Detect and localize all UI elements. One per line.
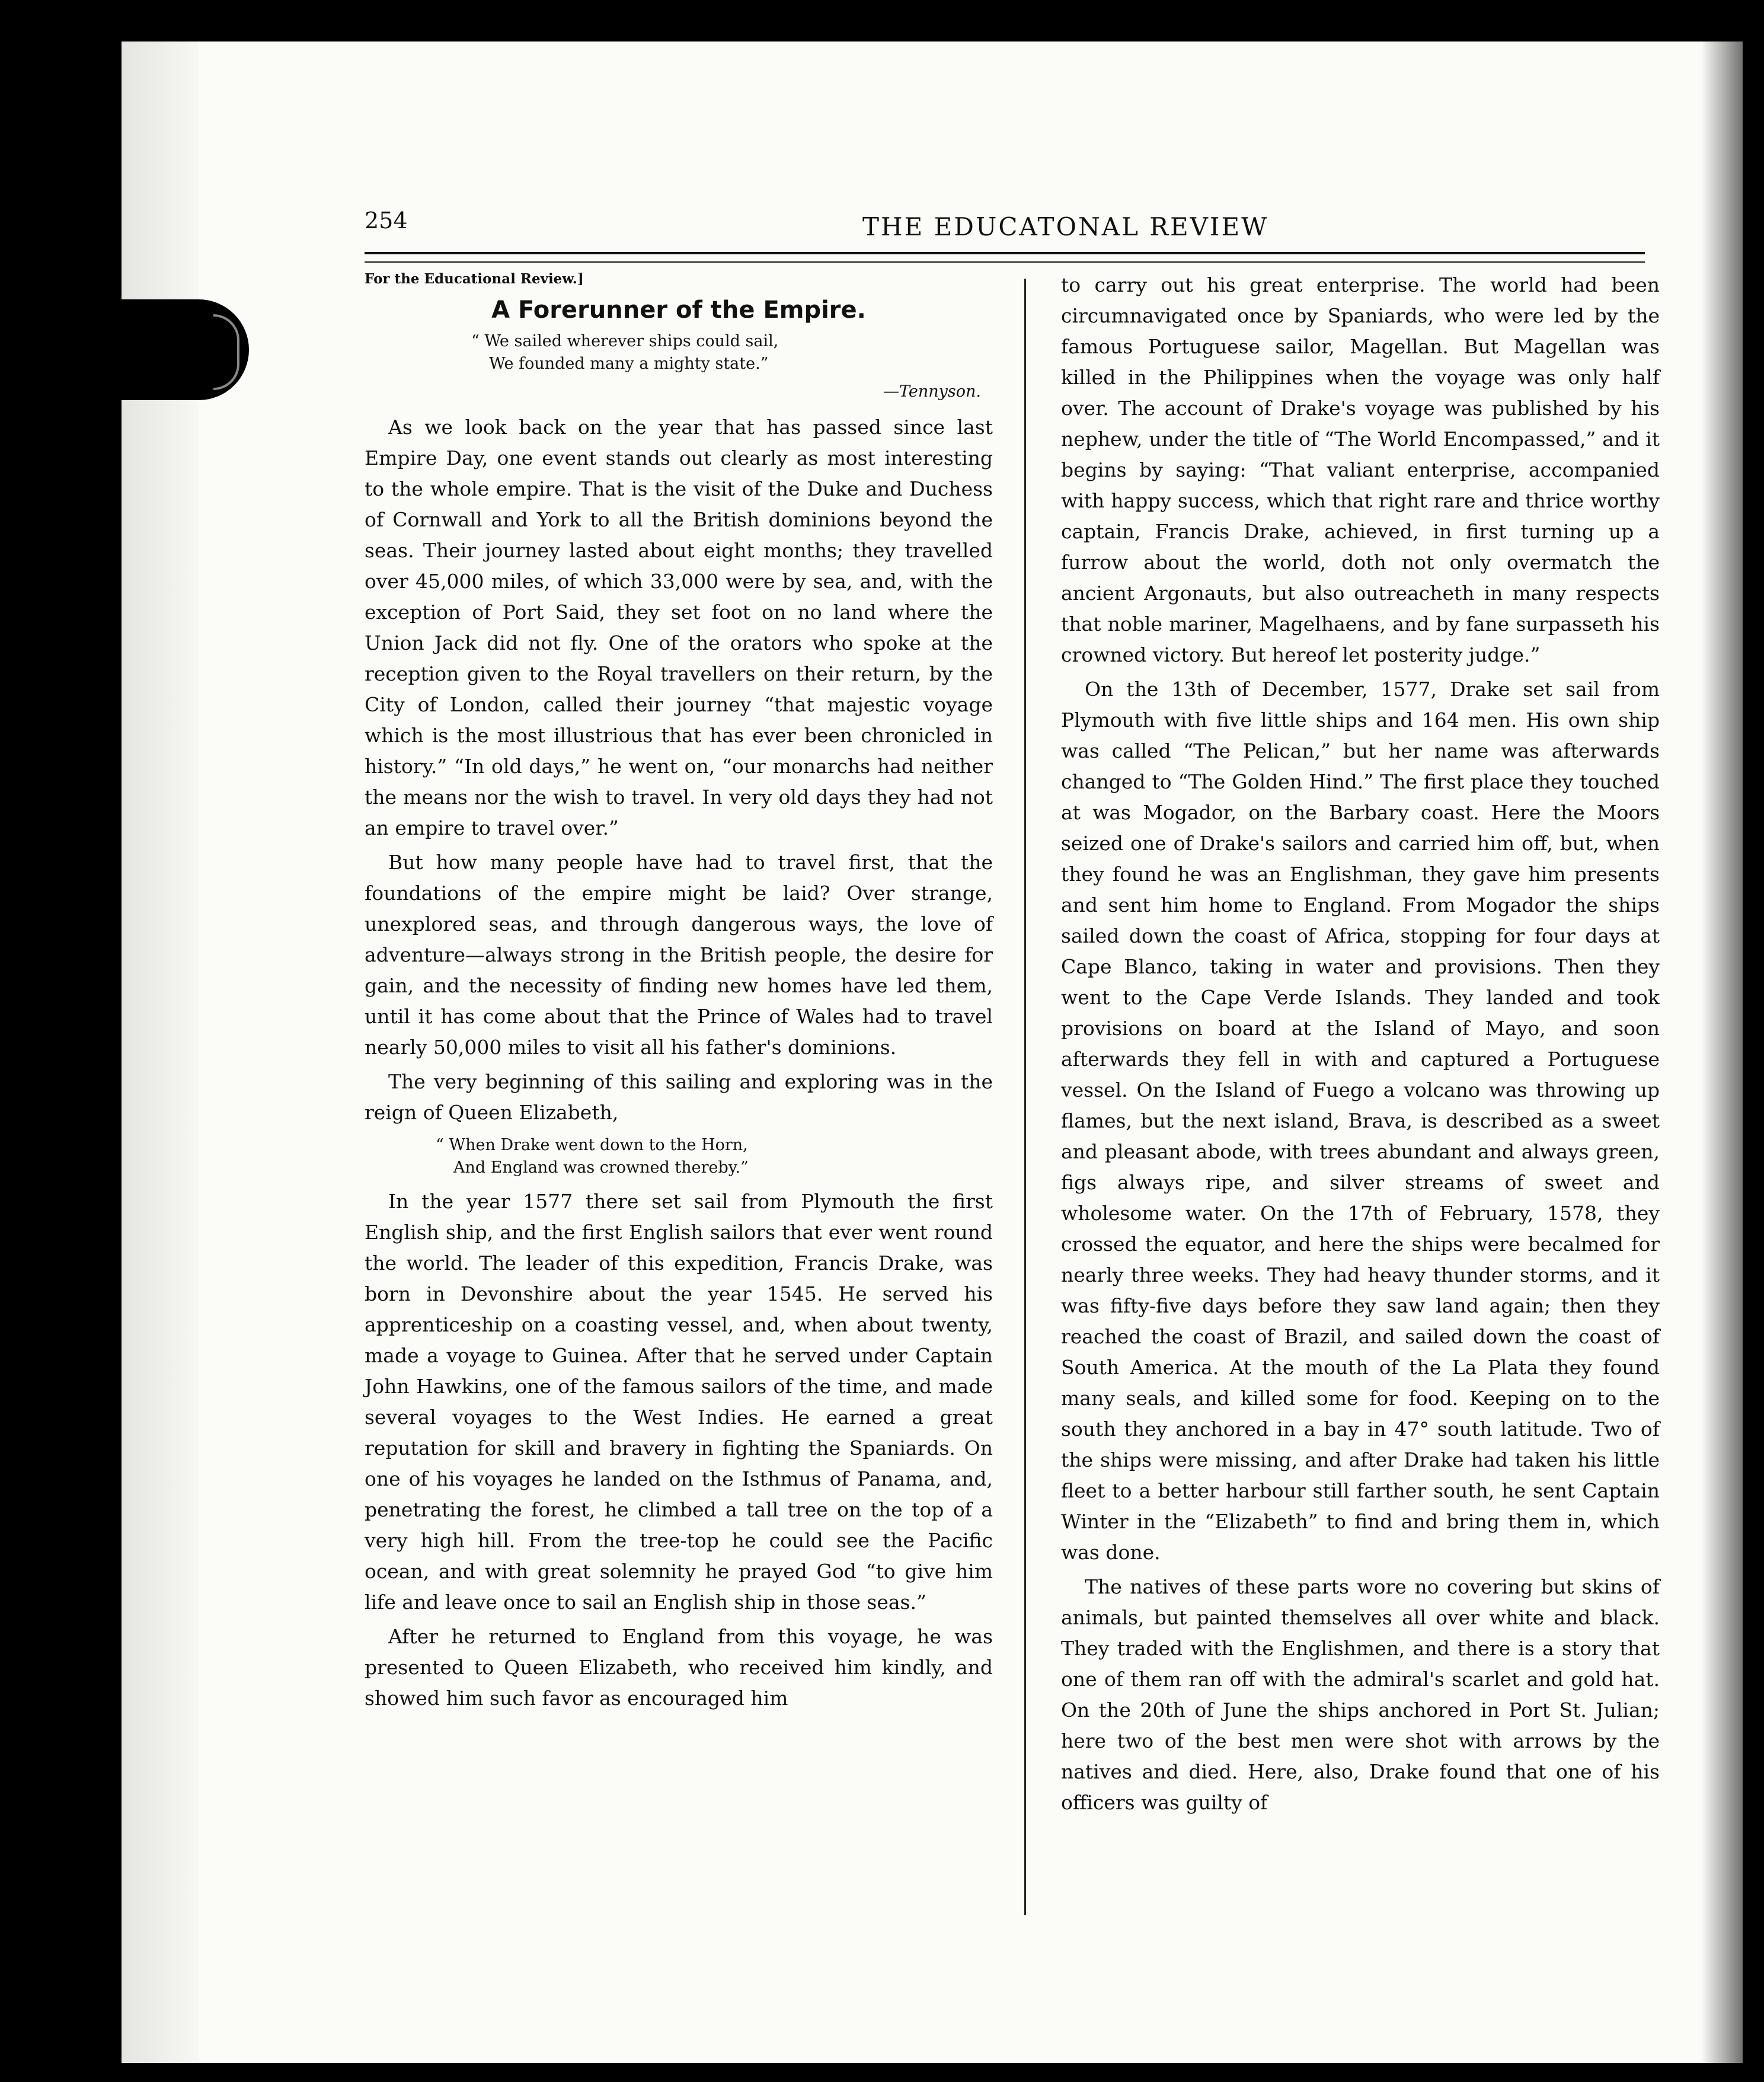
quote-line: “ When Drake went down to the Horn,: [436, 1136, 748, 1154]
article-title: A Forerunner of the Empire.: [491, 296, 866, 324]
page-header: [365, 166, 1645, 241]
left-column: [365, 270, 993, 1717]
binding-shadow: [1701, 41, 1743, 2063]
paragraph: The very beginning of this sailing and exploring was in the reign of Queen Elizabeth,: [365, 1070, 993, 1124]
paragraph: The natives of these parts wore no covering but skins of animals, but painted themselves all over white and black. They traded with the Englishmen, and there is a story that one of them ran off with the admiral's scarlet and gold hat. On the 20th of June the ships anchored in Port St. Julian; here two of the best men were shot with arrows by the natives and died. Here, also, Drake found that one of his officers was guilty of: [1061, 1575, 1660, 1814]
epigraph-line: We founded many a mighty state.”: [489, 355, 769, 373]
source-note: For the Educational Review.]: [365, 271, 584, 287]
paragraph: In the year 1577 there set sail from Plymouth the first English ship, and the first English sailors that ever went round the world. The leader of this expedition, Francis Drake, was born in Devonshire about the year 1545. He served his apprenticeship on a coasting vessel, and, when about twenty, made a voyage to Guinea. After that he served under Captain John Hawkins, one of the famous sailors of the time, and made several voyages to the West Indies. He earned a great reputation for skill and bravery in fighting the Spaniards. On one of his voyages he landed on the Isthmus of Panama, and, penetrating the forest, he climbed a tall tree on the top of a very high hill. From the tree-top he could see the Pacific ocean, and with great solemnity he prayed God “to give him life and leave once to sail an English ship in those seas.”: [365, 1190, 993, 1614]
paragraph-continued: to carry out his great enterprise. The world had been circumnavigated once by Spaniards, who were led by the famous Portuguese sailor, Magellan. But Magellan was killed in the Philippines when the voyage was only half over. The account of Drake's voyage was published by his nephew, under the title of “The World Encompassed,” and it begins by saying: “That valiant enterprise, accompanied with happy success, which that right rare and thrice worthy captain, Francis Drake, achieved, in first turning up a furrow about the world, doth not only overmatch the ancient Argonauts, but also outreacheth in many respects that noble mariner, Magelhaens, and by fane surpasseth his crowned victory. But hereof let posterity judge.”: [1061, 273, 1660, 666]
column-divider: [1024, 279, 1026, 1915]
paragraph: As we look back on the year that has passed since last Empire Day, one event stands out clearly as most interesting to the whole empire. That is the visit of the Duke and Duchess of Cornwall and York to all the British dominions beyond the seas. Their journey lasted about eight months; they travelled over 45,000 miles, of which 33,000 were by sea, and, with the exception of Port Said, they set foot on no land where the Union Jack did not fly. One of the orators who spoke at the reception given to the Royal travellers on their return, by the City of London, called their journey “that majestic voyage which is the most illustrious that has ever been chronicled in history.” “In old days,” he went on, “our monarchs had neither the means nor the wish to travel. In very old days they had not an empire to travel over.”: [365, 416, 993, 839]
header-rule: [365, 252, 1645, 263]
page-number: 254: [365, 207, 408, 234]
binder-clip: [0, 299, 249, 400]
paragraph: After he returned to England from this voyage, he was presented to Queen Elizabeth, who received him kindly, and showed him such favor as encouraged him: [365, 1625, 993, 1710]
epigraph-attribution: —Tennyson.: [883, 382, 981, 401]
running-title: THE EDUCATONAL REVIEW: [862, 212, 1269, 241]
epigraph-line: “ We sailed wherever ships could sail,: [471, 332, 779, 350]
epigraph: [365, 330, 993, 375]
paragraph: But how many people have had to travel first, that the foundations of the empire might be laid? Over strange, unexplored seas, and through dangerous ways, the love of adventure—always strong in the British people, the desire for gain, and the necessity of finding new homes have led them, until it has come about that the Prince of Wales had to travel nearly 50,000 miles to visit all his father's dominions.: [365, 851, 993, 1059]
paragraph: On the 13th of December, 1577, Drake set sail from Plymouth with five little ships and 164 men. His own ship was called “The Pelican,” but her name was afterwards changed to “The Golden Hind.” The first place they touched at was Mogador, on the Barbary coast. Here the Moors seized one of Drake's sailors and carried him off, but, when they found he was an Englishman, they gave him presents and sent him home to England. From Mogador the ships sailed down the coast of Africa, stopping for four days at Cape Blanco, taking in water and provisions. Then they went to the Cape Verde Islands. They landed and took provisions on board at the Island of Mayo, and soon afterwards they fell in with and captured a Portuguese vessel. On the Island of Fuego a volcano was throwing up flames, but the next island, Brava, is described as a sweet and pleasant abode, with trees abundant and always green, figs always ripe, and silver streams of sweet and wholesome water. On the 17th of February, 1578, they crossed the equator, and here the ships were becalmed for nearly three weeks. They had heavy thunder storms, and it was fifty-five days before they saw land again; then they reached the coast of Brazil, and sailed down the coast of South America. At the mouth of the La Plata they found many seals, and killed some for food. Keeping on to the south they anchored in a bay in 47° south latitude. Two of the ships were missing, and after Drake had taken his little fleet to a better harbour still farther south, he sent Captain Winter in the “Elizabeth” to find and bring them in, which was done.: [1061, 678, 1660, 1564]
drake-quote: [365, 1134, 993, 1179]
right-column: [1061, 270, 1660, 1822]
quote-line: And England was crowned thereby.”: [453, 1158, 749, 1177]
